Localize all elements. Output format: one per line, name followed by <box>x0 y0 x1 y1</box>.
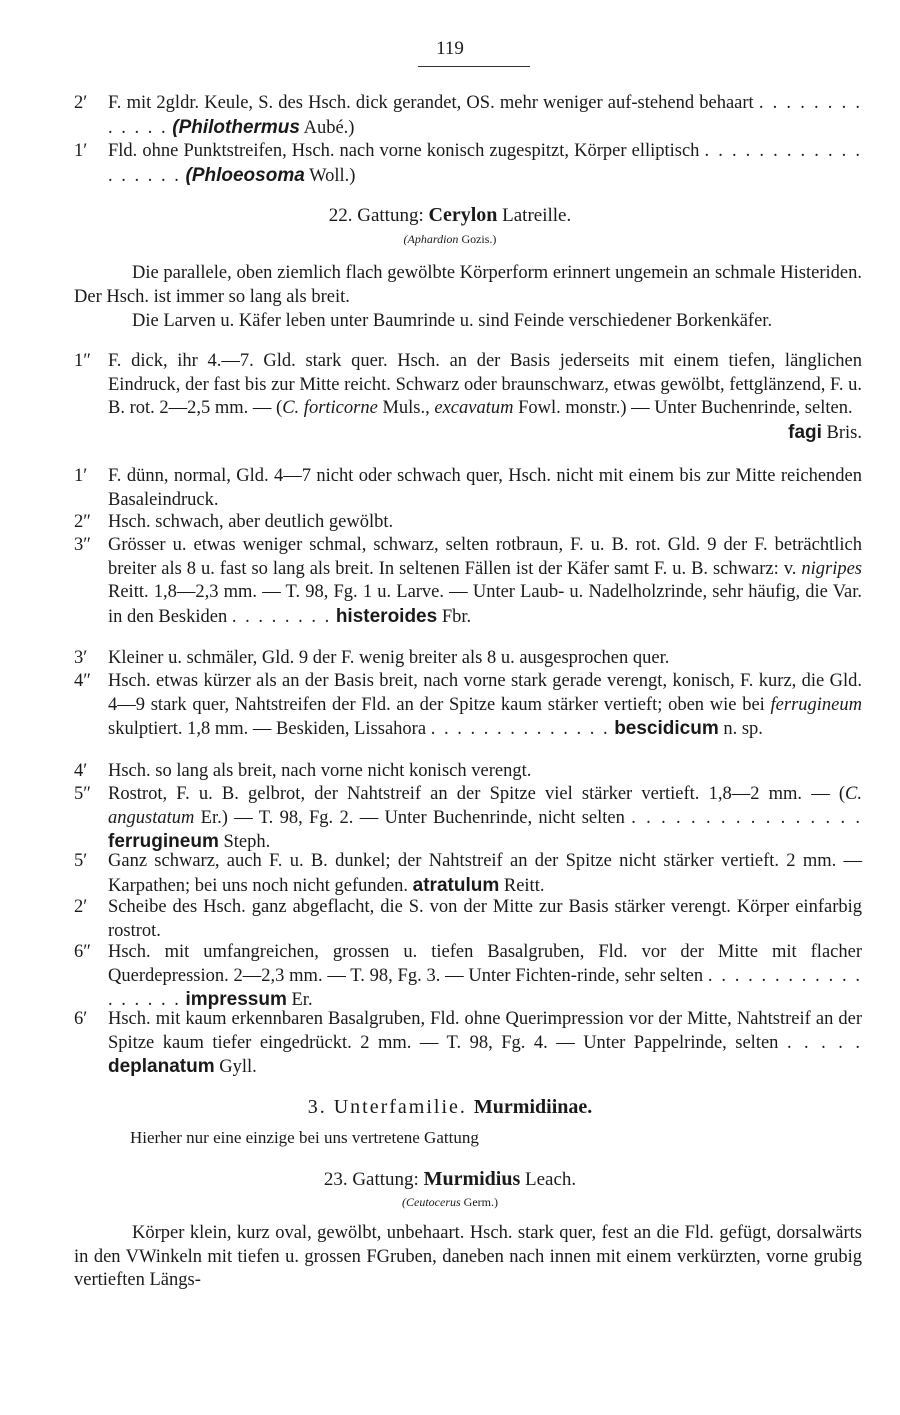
intro-paragraph: Die parallele, oben ziemlich flach gewölbte Körperform erinnert ungemein an schmale Histeriden. Der Hsch. ist immer so lang als breit. <box>74 263 862 307</box>
subfamily-heading <box>0 1096 900 1119</box>
intro-paragraph: Körper klein, kurz oval, gewölbt, unbehaart. Hsch. stark quer, fest an die Fld. gefügt, dorsalwärts in den VWinkeln mit tiefen u. grossen FGruben, daneben nach innen mit einem verkürzten, vorne grubig vertieften Längs- <box>74 1223 862 1290</box>
heading-genus: Murmidius <box>423 1168 521 1190</box>
key-text: Kleiner u. schmäler, Gld. 9 der F. wenig breiter als 8 u. ausgesprochen quer. <box>108 648 670 668</box>
subfamily-prefix: 3. Unterfamilie. <box>307 1096 467 1118</box>
page-number: 119 <box>436 38 464 59</box>
key-entry <box>74 465 862 512</box>
key-number: 3′ <box>74 648 88 668</box>
key-text: Fowl. monstr.) — Unter Buchenrinde, selten. <box>513 398 853 418</box>
species-author: Steph. <box>223 832 271 852</box>
synonym-author: Germ.) <box>463 1195 498 1209</box>
key-entry <box>74 534 862 629</box>
heading-prefix: 23. Gattung: <box>323 1169 419 1190</box>
leader-dots: . . . . . . . . . . . . . . . . . . <box>108 141 863 186</box>
key-number: 1′ <box>74 141 88 161</box>
species-name: deplanatum <box>108 1056 215 1077</box>
species-author: Reitt. <box>503 875 545 896</box>
species-author: Er. <box>291 990 313 1010</box>
key-entry <box>74 92 862 140</box>
leader-dots: . . . . . . . . . . . . . . . . <box>631 807 863 828</box>
key-entry <box>74 783 862 855</box>
key-entry <box>74 760 862 784</box>
synonym: C. forticorne <box>282 398 378 418</box>
key-text: Grösser u. etwas weniger schmal, schwarz, selten rotbraun, F. u. B. rot. Gld. 9 der F. beträchtlich breiter als 8 u. fast so lang als breit. In seltenen Fällen ist der Käfer samt F. u. B. schwarz: v. <box>108 535 862 579</box>
key-number: 5′ <box>74 851 88 871</box>
key-number: 5″ <box>74 784 91 804</box>
heading-author: Latreille. <box>502 205 572 226</box>
key-number: 6′ <box>74 1009 88 1029</box>
leader-dots: . . . . . <box>786 1032 863 1053</box>
synonym: C. angustatum <box>108 784 862 828</box>
key-text: F. mit 2gldr. Keule, S. des Hsch. dick gerandet, OS. mehr weniger auf-stehend behaart <box>108 93 754 113</box>
key-number: 3″ <box>74 535 91 555</box>
key-text: skulptiert. 1,8 mm. — Beskiden, Lissahora <box>108 719 427 739</box>
header-rule <box>418 66 530 67</box>
species-author: n. sp. <box>723 719 763 739</box>
key-text: Hsch. mit kaum erkennbaren Basalgruben, Fld. ohne Querimpression vor der Mitte, Nahtstreif an der Spitze kaum tiefer eingedrückt. 2 mm. — T. 98, Fg. 4. — Unter Pappelrinde, selten <box>108 1009 862 1053</box>
genus-author: Aubé.) <box>303 117 355 138</box>
genus-author: Woll.) <box>309 165 356 186</box>
synonym: excavatum <box>434 398 514 418</box>
key-entry <box>74 670 862 742</box>
key-text: Scheibe des Hsch. ganz abgeflacht, die S. von der Mitte zur Basis stärker verengt. Körper einfarbig rostrot. <box>108 897 862 941</box>
heading-prefix: 22. Gattung: <box>328 205 424 226</box>
heading-author: Leach. <box>525 1169 577 1190</box>
key-text: F. dünn, normal, Gld. 4—7 nicht oder schwach quer, Hsch. nicht mit einem bis zur Mitte reichenden Basaleindruck. <box>108 466 862 510</box>
key-entry <box>74 850 862 898</box>
key-number: 6″ <box>74 942 91 962</box>
subfamily-name: Murmidiinae. <box>473 1096 593 1118</box>
key-text: Ganz schwarz, auch F. u. B. dunkel; der Nahtstreif an der Spitze nicht stärker vertieft. 2 mm. — Karpathen; bei uns noch nicht gefunden. <box>108 851 862 896</box>
species-name: bescidicum <box>614 718 719 739</box>
key-number: 2′ <box>74 93 88 113</box>
key-entry <box>74 1008 862 1080</box>
species-author: Fbr. <box>441 606 472 627</box>
key-entry <box>74 140 862 188</box>
leader-dots: . . . . . . . . . . . . . . <box>430 719 610 739</box>
key-number: 2″ <box>74 512 91 532</box>
leader-dots: . . . . . . . . . . . . . <box>108 93 862 138</box>
key-number: 1″ <box>74 351 91 371</box>
key-text: Hsch. schwach, aber deutlich gewölbt. <box>108 512 394 532</box>
genus-heading-22 <box>0 204 900 227</box>
species-name: histeroides <box>335 605 438 627</box>
key-text: Hsch. so lang als breit, nach vorne nicht konisch verengt. <box>108 761 532 781</box>
intro-paragraph: Die Larven u. Käfer leben unter Baumrinde u. sind Feinde verschiedener Borkenkäfer. <box>132 311 773 331</box>
variety-name: nigripes <box>801 558 862 579</box>
synonym-genus: (Ceutocerus <box>402 1195 461 1209</box>
species-name: atratulum <box>412 874 500 896</box>
key-text: Rostrot, F. u. B. gelbrot, der Nahtstreif an der Spitze viel stärker vertieft. 1,8—2 mm. — ( <box>108 784 846 804</box>
key-number: 4″ <box>74 671 91 691</box>
species-author: Bris. <box>826 422 862 443</box>
key-text: Reitt. 1,8—2,3 mm. — T. 98, Fg. 1 u. Larve. — Unter Laub- u. Nadelholzrinde, sehr häufig, die Var. in den Beskiden <box>108 582 862 627</box>
genus-heading-23 <box>0 1168 900 1191</box>
key-text: Muls., <box>377 398 435 418</box>
key-entry <box>74 941 862 1013</box>
species-name: fagi <box>788 421 822 443</box>
leader-dots: . . . . . . . . <box>231 606 332 627</box>
reference-species: ferrugineum <box>770 694 862 715</box>
key-number: 4′ <box>74 761 88 781</box>
genus-synonym-23 <box>0 1195 900 1210</box>
synonym-genus: (Aphardion <box>403 232 459 246</box>
key-text: Hsch. etwas kürzer als an der Basis breit, nach vorne stark gerade verengt, konisch, F. kurz, die Gld. 4—9 stark quer, Nahtstreifen der Fld. an der Spitze kaum stärker vertieft; oben wie bei <box>108 671 862 715</box>
leader-dots: . . . . . . . . . . . . . . . . . . <box>108 965 863 1010</box>
key-text: Fld. ohne Punktstreifen, Hsch. nach vorne konisch zugespitzt, Körper elliptisch <box>108 141 700 161</box>
species-author: Gyll. <box>219 1057 257 1077</box>
subfamily-note: Hierher nur eine einzige bei uns vertretene Gattung <box>130 1128 479 1147</box>
key-entry <box>74 647 862 671</box>
species-name: ferrugineum <box>108 831 219 852</box>
key-number: 1′ <box>74 466 88 486</box>
key-number: 2′ <box>74 897 88 917</box>
species-name: impressum <box>185 989 287 1010</box>
genus-name: (Philothermus <box>172 116 300 138</box>
key-entry <box>74 350 862 445</box>
synonym-author: Gozis.) <box>461 232 497 246</box>
genus-synonym-22 <box>0 232 900 247</box>
heading-genus: Cerylon <box>428 204 498 226</box>
key-text: Er.) — T. 98, Fg. 2. — Unter Buchenrinde, nicht selten <box>194 807 625 828</box>
genus-name: (Phloeosoma <box>185 164 305 186</box>
key-entry <box>74 511 862 535</box>
key-entry <box>74 896 862 943</box>
key-text: Hsch. mit umfangreichen, grossen u. tiefen Basalgruben, Fld. vor der Mitte mit flacher Querdepression. 2—2,3 mm. — T. 98, Fg. 3. — Unter Fichten-rinde, sehr selten <box>108 942 862 986</box>
key-text: F. dick, ihr 4.—7. Gld. stark quer. Hsch. an der Basis jederseits mit einem tiefen, länglichen Eindruck, der fast bis zur Mitte reicht. Schwarz oder braunschwarz, etwas gewölbt, fettglänzend, F. u. B. rot. 2—2,5 mm. — ( <box>108 351 862 418</box>
